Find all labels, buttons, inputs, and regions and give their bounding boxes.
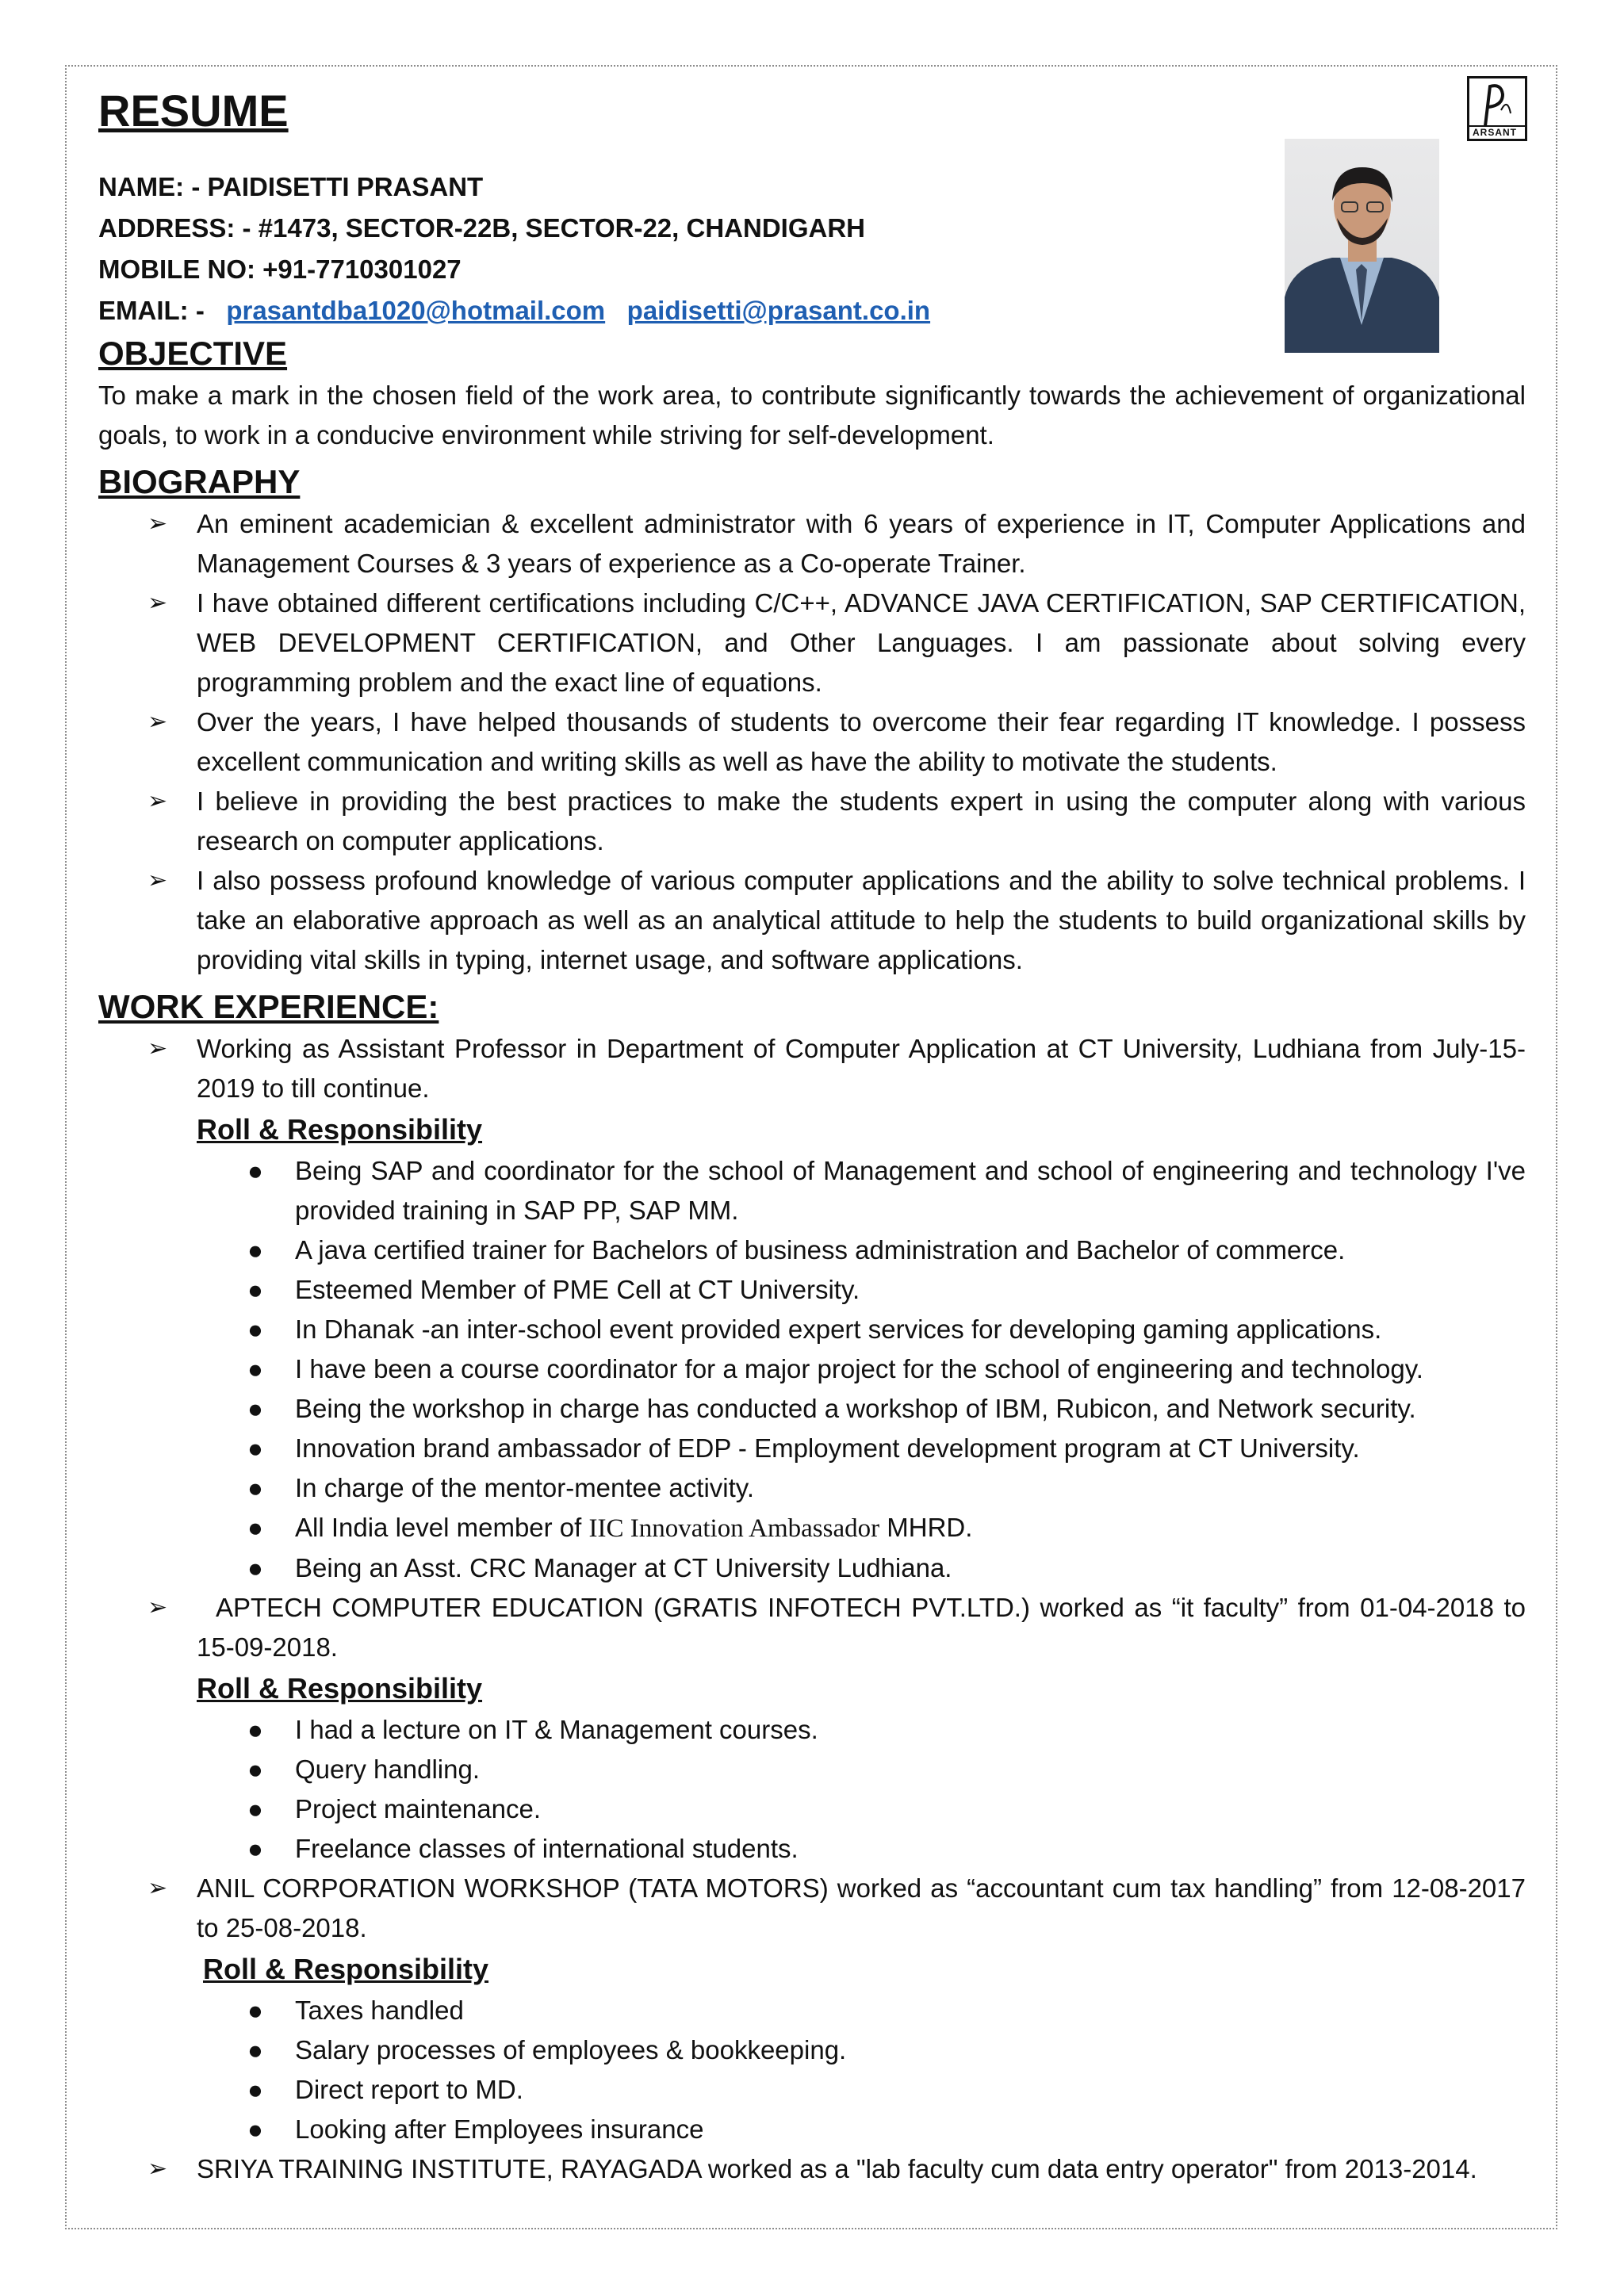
bullet-icon: ● <box>247 2075 263 2104</box>
bullet-icon: ● <box>247 1354 263 1383</box>
iic-name: IIC Innovation Ambassador <box>588 1514 880 1543</box>
bullet-icon: ● <box>247 2035 263 2064</box>
bullet-icon: ● <box>247 1394 263 1423</box>
arrow-bullet-icon: ➢ <box>147 1594 168 1621</box>
bullet-icon: ● <box>247 1314 263 1344</box>
bullet-icon: ● <box>247 1275 263 1304</box>
duty-text: Taxes handled <box>295 1996 464 2025</box>
duty-text: In charge of the mentor-mentee activity. <box>295 1473 754 1502</box>
list-item <box>98 1270 1526 1310</box>
duty-text: Salary processes of employees & bookkeeping. <box>295 2035 847 2064</box>
duty-text: Freelance classes of international students. <box>295 1834 799 1863</box>
duty-text: Query handling. <box>295 1755 480 1784</box>
list-item <box>98 1750 1526 1789</box>
list-item <box>98 1468 1526 1508</box>
mobile-line: MOBILE NO: +91-7710301027 <box>98 254 462 284</box>
job-description: ANIL CORPORATION WORKSHOP (TATA MOTORS) worked as “accountant cum tax handling” from 12-08-2017 to 25-08-2018. <box>197 1873 1526 1942</box>
duty-text: MHRD. <box>887 1513 973 1542</box>
list-item <box>98 2030 1526 2070</box>
duty-text: Direct report to MD. <box>295 2075 523 2104</box>
roll-heading: Roll & Responsibility <box>197 1672 483 1705</box>
arrow-bullet-icon: ➢ <box>147 590 168 616</box>
address-line: ADDRESS: - #1473, SECTOR-22B, SECTOR-22, CHANDIGARH <box>98 213 865 243</box>
duty-text: Esteemed Member of PME Cell at CT University. <box>295 1275 860 1304</box>
list-item <box>98 861 1526 980</box>
duty-list <box>98 1710 1526 1869</box>
biography-item-text: I also possess profound knowledge of various computer applications and the ability to solve technical problems. I take an elaborative approach as well as an analytical attitude to help the students to build organizational skills by providing vital skills in typing, internet usage, and software applications. <box>197 866 1526 974</box>
work-list <box>98 1029 1526 1108</box>
bullet-icon: ● <box>247 1794 263 1823</box>
roll-heading: Roll & Responsibility <box>197 1113 483 1146</box>
arrow-bullet-icon: ➢ <box>147 1035 168 1062</box>
duty-text: Project maintenance. <box>295 1794 542 1823</box>
arrow-bullet-icon: ➢ <box>147 1875 168 1901</box>
list-item <box>98 504 1526 584</box>
duty-text: Being an Asst. CRC Manager at CT University Ludhiana. <box>295 1553 952 1582</box>
job-entry <box>98 1869 1526 1948</box>
list-item <box>98 2110 1526 2149</box>
list-item <box>98 1991 1526 2030</box>
biography-heading: BIOGRAPHY <box>98 463 301 500</box>
arrow-bullet-icon: ➢ <box>147 709 168 735</box>
arrow-bullet-icon: ➢ <box>147 511 168 537</box>
bullet-icon: ● <box>247 1156 263 1185</box>
duty-text: I have been a course coordinator for a major project for the school of engineering and technology. <box>295 1354 1423 1383</box>
list-item <box>98 1548 1526 1588</box>
job-description: SRIYA TRAINING INSTITUTE, RAYAGADA worked as a "lab faculty cum data entry operator" from 2013-2014. <box>197 2154 1477 2183</box>
email-line <box>98 290 1526 331</box>
bullet-icon: ● <box>247 1513 263 1542</box>
list-item <box>98 1429 1526 1468</box>
contact-block <box>98 166 1526 331</box>
email-label: EMAIL: - <box>98 296 205 325</box>
work-list <box>98 1869 1526 1948</box>
duty-text: Looking after Employees insurance <box>295 2114 704 2144</box>
biography-item-text: An eminent academician & excellent administrator with 6 years of experience in IT, Computer Applications and Management Courses & 3 years of experience as a Co-operate Trainer. <box>197 509 1526 578</box>
arrow-bullet-icon: ➢ <box>147 867 168 894</box>
bullet-icon: ● <box>247 1553 263 1582</box>
bullet-icon: ● <box>247 1755 263 1784</box>
list-item <box>98 1508 1526 1548</box>
job-entry <box>98 1588 1526 1667</box>
name-line: NAME: - PAIDISETTI PRASANT <box>98 172 484 201</box>
duty-text: In Dhanak -an inter-school event provided expert services for developing gaming applications. <box>295 1314 1382 1344</box>
list-item <box>98 782 1526 861</box>
work-list <box>98 1588 1526 1667</box>
bullet-icon: ● <box>247 1715 263 1744</box>
biography-item-text: Over the years, I have helped thousands of students to overcome their fear regarding IT knowledge. I possess excellent communication and writing skills as well as have the ability to motivate the students. <box>197 707 1526 776</box>
job-entry <box>98 1029 1526 1108</box>
list-item <box>98 1310 1526 1349</box>
resume-title: RESUME <box>98 86 289 136</box>
arrow-bullet-icon: ➢ <box>147 788 168 814</box>
bullet-icon: ● <box>247 2114 263 2144</box>
list-item <box>98 1829 1526 1869</box>
list-item <box>98 702 1526 782</box>
duty-text: A java certified trainer for Bachelors of business administration and Bachelor of commerce. <box>295 1235 1346 1265</box>
duty-text: All India level member of <box>295 1513 582 1542</box>
list-item <box>98 1349 1526 1389</box>
objective-text: To make a mark in the chosen field of the work area, to contribute significantly towards the achievement of organizational goals, to work in a conducive environment while striving for self-development. <box>98 381 1526 450</box>
work-list <box>98 2149 1526 2189</box>
list-item <box>98 1230 1526 1270</box>
bullet-icon: ● <box>247 1834 263 1863</box>
email-link-hotmail[interactable]: prasantdba1020@hotmail.com <box>226 296 606 325</box>
list-item <box>98 1789 1526 1829</box>
bullet-icon: ● <box>247 1473 263 1502</box>
list-item <box>98 584 1526 702</box>
list-item <box>98 1151 1526 1230</box>
biography-list <box>98 504 1526 980</box>
job-description: APTECH COMPUTER EDUCATION (GRATIS INFOTECH PVT.LTD.) worked as “it faculty” from 01-04-2018 to 15-09-2018. <box>197 1593 1526 1662</box>
duty-list <box>98 1991 1526 2149</box>
bullet-icon: ● <box>247 1996 263 2025</box>
bullet-icon: ● <box>247 1235 263 1265</box>
duty-text: Innovation brand ambassador of EDP - Employment development program at CT University. <box>295 1433 1360 1463</box>
duty-list <box>98 1151 1526 1588</box>
resume-content <box>98 79 1526 2189</box>
duty-text: Being the workshop in charge has conducted a workshop of IBM, Rubicon, and Network security. <box>295 1394 1416 1423</box>
objective-heading: OBJECTIVE <box>98 335 288 372</box>
duty-text: I had a lecture on IT & Management courses. <box>295 1715 818 1744</box>
logo-text: ARSANT <box>1473 127 1517 138</box>
list-item <box>98 2070 1526 2110</box>
biography-item-text: I have obtained different certifications including C/C++, ADVANCE JAVA CERTIFICATION, SAP CERTIFICATION, WEB DEVELOPMENT CERTIFICATION, and Other Languages. I am passionate about solving every programming problem and the exact line of equations. <box>197 588 1526 697</box>
list-item <box>98 1710 1526 1750</box>
bullet-icon: ● <box>247 1433 263 1463</box>
list-item <box>98 1389 1526 1429</box>
roll-heading: Roll & Responsibility <box>203 1953 489 1985</box>
work-experience-heading: WORK EXPERIENCE: <box>98 988 439 1025</box>
duty-text: Being SAP and coordinator for the school of Management and school of engineering and technology I've provided training in SAP PP, SAP MM. <box>295 1156 1526 1225</box>
job-entry <box>98 2149 1526 2189</box>
job-description: Working as Assistant Professor in Department of Computer Application at CT University, Ludhiana from July-15-2019 to till continue. <box>197 1034 1526 1103</box>
arrow-bullet-icon: ➢ <box>147 2156 168 2182</box>
email-link-prasant[interactable]: paidisetti@prasant.co.in <box>626 296 931 325</box>
biography-item-text: I believe in providing the best practices to make the students expert in using the computer along with various research on computer applications. <box>197 786 1526 855</box>
